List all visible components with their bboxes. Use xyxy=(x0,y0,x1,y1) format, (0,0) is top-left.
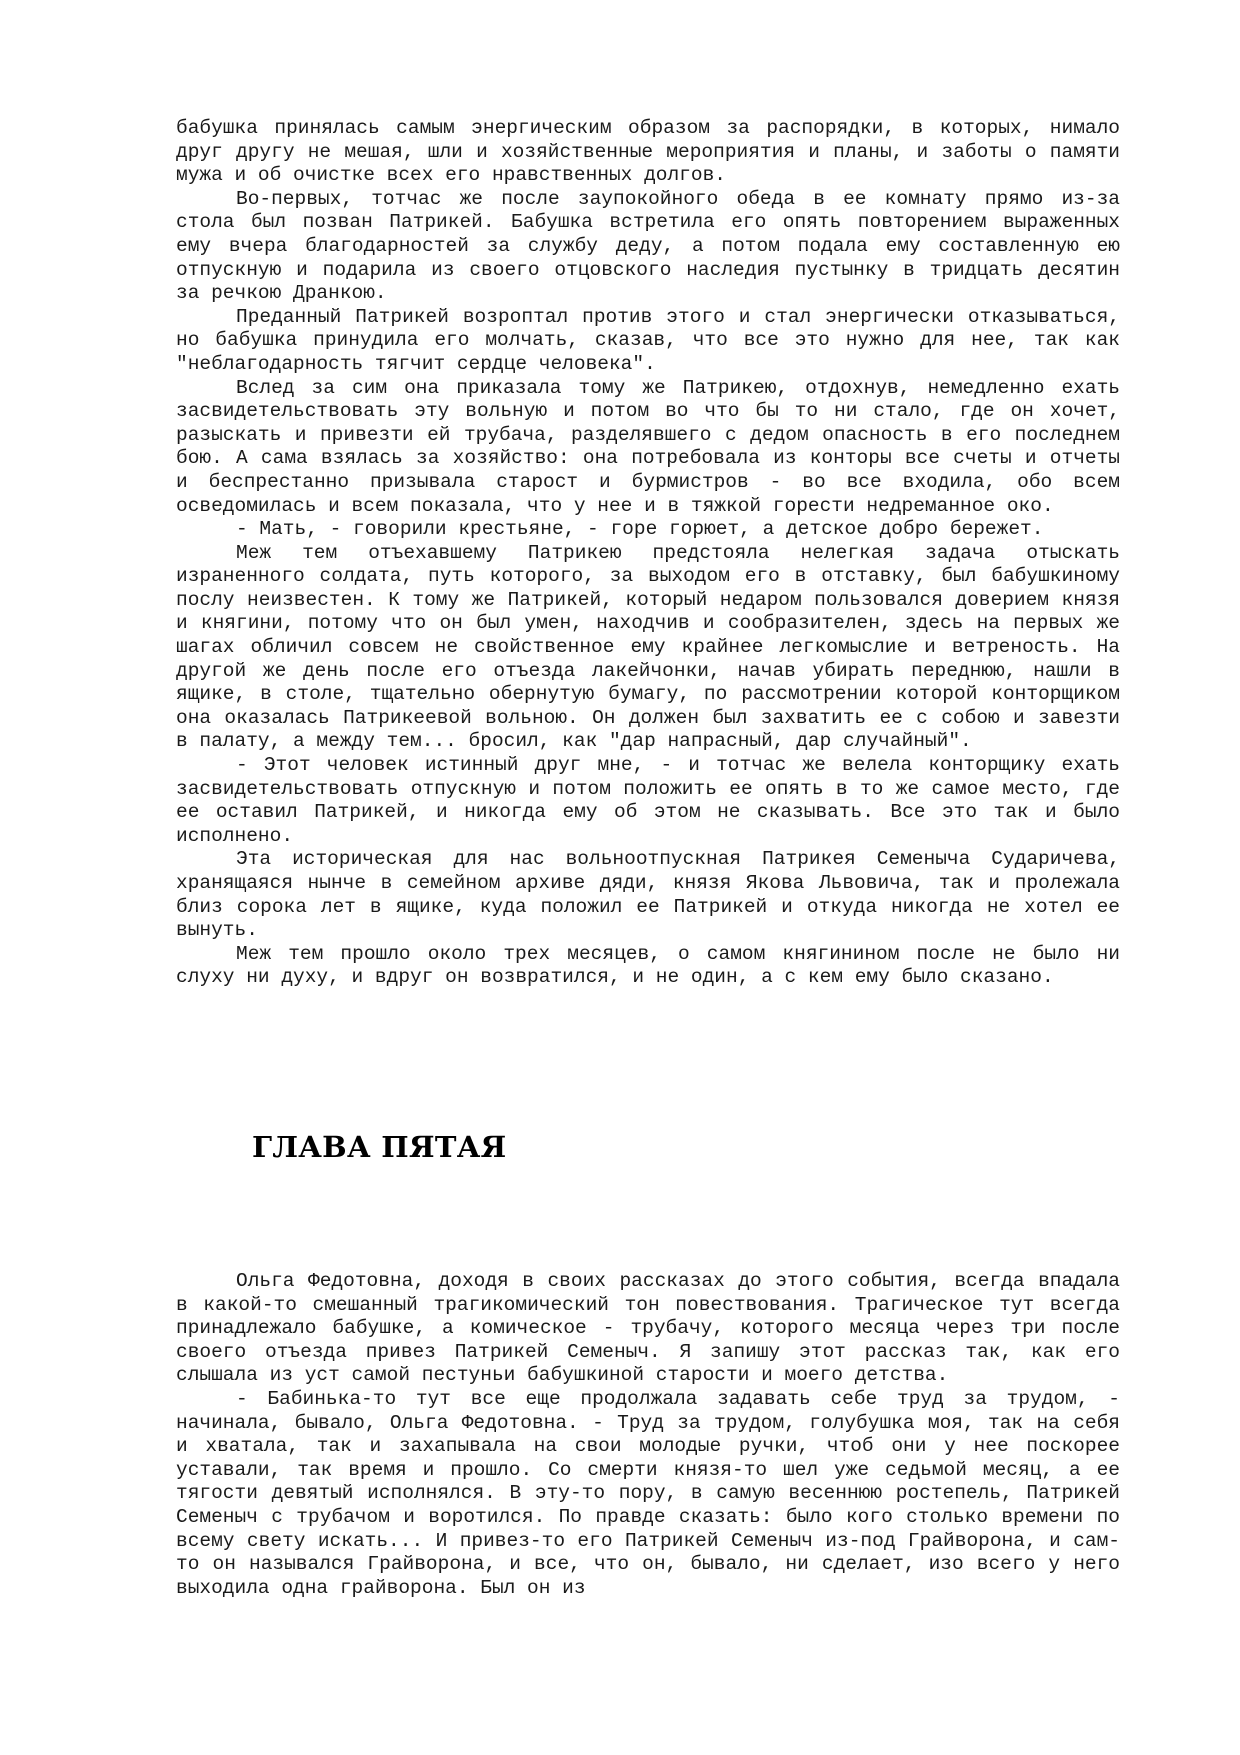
chapter-title: ГЛАВА ПЯТАЯ xyxy=(252,1130,507,1164)
paragraph-5: - Мать, - говорили крестьяне, - горе горюет, а детское добро бережет. xyxy=(236,518,1044,541)
paragraph-7: - Этот человек истинный друг мне, - и тотчас же велела конторщику ехать засвидетельствовать отпускную и потом положить ее опять в то же самое место, где ее оставил Патрикей, и никогда ему об этом не сказывать. Все это так и было исполнено. xyxy=(176,754,1120,847)
paragraph-2: Во-первых, тотчас же после заупокойного обеда в ее комнату прямо из-за стола был позван Патрикей. Бабушка встретила его опять повторением выраженных ему вчера благодарностей за службу деду, а потом подала ему составленную ею отпускную и подарила из своего отцовского наследия пустынку в тридцать десятин за речкою Дранкою. xyxy=(176,187,1120,305)
paragraph-10: Ольга Федотовна, доходя в своих рассказах до этого события, всегда впадала в какой-то смешанный трагикомический тон повествования. Трагическое тут всегда принадлежало бабушке, а комическое - трубачу, которого месяца через три после своего отъезда привез Патрикей Семеныч. Я запишу этот рассказ так, как его слышала из уст самой пестуньи бабушкиной старости и моего детства. xyxy=(176,1270,1120,1387)
text-section-two xyxy=(176,1270,1120,1600)
paragraph-11: - Бабинька-то тут все еще продолжала задавать себе труд за трудом, - начинала, бывало, Ольга Федотовна. - Труд за трудом, голубушка моя, так на себя и хватала, так и захапывала на свои молодые ручки, чтоб они у нее поскорее уставали, так время и прошло. Со смерти князя-то шел уже седьмой месяц, а ее тягости девятый исполнялся. В эту-то пору, в самую весеннюю ростепель, Патрикей Семеныч с трубачом и воротился. По правде сказать: было кого столько времени по всему свету искать... И привез-то его Патрикей Семеныч из-под Грайворона, и сам-то он назывался Грайворона, и все, что он, бывало, ни сделает, изо всего у него выходила одна грайворона. Был он из xyxy=(176,1387,1120,1599)
paragraph-8: Эта историческая для нас вольноотпускная Патрикея Семеныча Сударичева, хранящаяся нынче в семейном архиве дяди, князя Якова Львовича, так и пролежала близ сорока лет в ящике, куда положил ее Патрикей и откуда никогда не хотел ее вынуть. xyxy=(176,848,1120,942)
paragraph-6: Меж тем отъехавшему Патрикею предстояла нелегкая задача отыскать израненного солдата, путь которого, за выходом его в отставку, был бабушкиному послу неизвестен. К тому же Патрикей, который недаром пользовался доверием князя и княгини, потому что он был умен, находчив и сообразителен, здесь на первых же шагах обличил совсем не свойственное ему крайнее легкомыслие и ветреность. На другой же день после его отъезда лакейчонки, начав убирать переднюю, нашли в ящике, в столе, тщательно обернутую бумагу, по рассмотрении которой конторщиком она оказалась Патрикеевой вольною. Он должен был захватить ее с собою и завезти в палату, а между тем... бросил, как "дар напрасный, дар случайный". xyxy=(176,541,1120,753)
paragraph-4: Вслед за сим она приказала тому же Патрикею, отдохнув, немедленно ехать засвидетельствовать эту вольную и потом во что бы то ни стало, где он хочет, разыскать и привезти ей трубача, разделявшего с дедом опасность в его последнем бою. А сама взялась за хозяйство: она потребовала из конторы все счеты и отчеты и беспрестанно призывала старост и бурмистров - во все входила, обо всем осведомилась и всем показала, что у нее и в тяжкой горести недреманное око. xyxy=(176,376,1120,517)
paragraph-9: Меж тем прошло около трех месяцев, о самом княгинином после не было ни слуху ни духу, и вдруг он возвратился, и не один, а с кем ему было сказано. xyxy=(176,942,1120,989)
paragraph-3: Преданный Патрикей возроптал против этого и стал энергически отказываться, но бабушка принудила его молчать, сказав, что все это нужно для нее, так как "неблагодарность тягчит сердце человека". xyxy=(176,305,1120,375)
paragraph-1: бабушка принялась самым энергическим образом за распорядки, в которых, нимало друг другу не мешая, шли и хозяйственные мероприятия и планы, и заботы о памяти мужа и об очистке всех его нравственных долгов. xyxy=(176,117,1120,187)
text-section-one xyxy=(176,117,1120,990)
